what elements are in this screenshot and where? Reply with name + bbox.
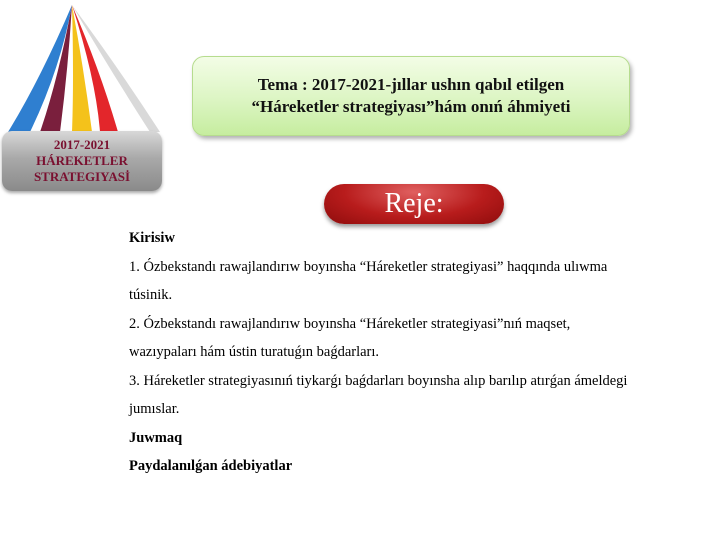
logo-badge-title: HÁREKETLER <box>36 153 128 168</box>
topic-line-2: “Háreketler strategiyası”hám onıń áhmiyeti <box>251 97 571 116</box>
strategy-logo <box>0 0 175 200</box>
plan-item-2-line-2: wazıypaları hám ústin turatuǵın baǵdarları. <box>129 344 380 360</box>
conclusion-heading: Juwmaq <box>129 430 183 446</box>
topic-line-1: Tema : 2017-2021-jıllar ushın qabıl etilgen <box>257 75 565 94</box>
plan-item-3-line-2: jumıslar. <box>129 401 180 417</box>
intro-heading: Kirisiw <box>129 230 175 246</box>
tent-emblem-icon <box>0 0 175 140</box>
plan-item-2-line-1: 2. Ózbekstandı rawajlandırıw boyınsha “Háreketler strategiyasi”nıń maqset, <box>129 316 571 332</box>
logo-badge-years: 2017-2021 <box>53 137 111 152</box>
plan-item-3-line-1: 3. Háreketler strategiyasınıń tiykarǵı baǵdarları boyınsha alıp barılıp atırǵan ámeldegi <box>129 373 628 389</box>
plan-label-badge: Reje: <box>324 184 504 224</box>
references-heading: Paydalanılǵan ádebiyatlar <box>129 458 293 474</box>
plan-item-1-line-2: túsinik. <box>129 287 173 303</box>
logo-badge <box>2 131 162 191</box>
plan-item-1-line-1: 1. Ózbekstandı rawajlandırıw boyınsha “Háreketler strategiyasi” haqqında ulıwma <box>129 259 608 275</box>
topic-box <box>192 56 630 136</box>
logo-badge-subtitle: STRATEGIYASİ <box>33 169 131 184</box>
